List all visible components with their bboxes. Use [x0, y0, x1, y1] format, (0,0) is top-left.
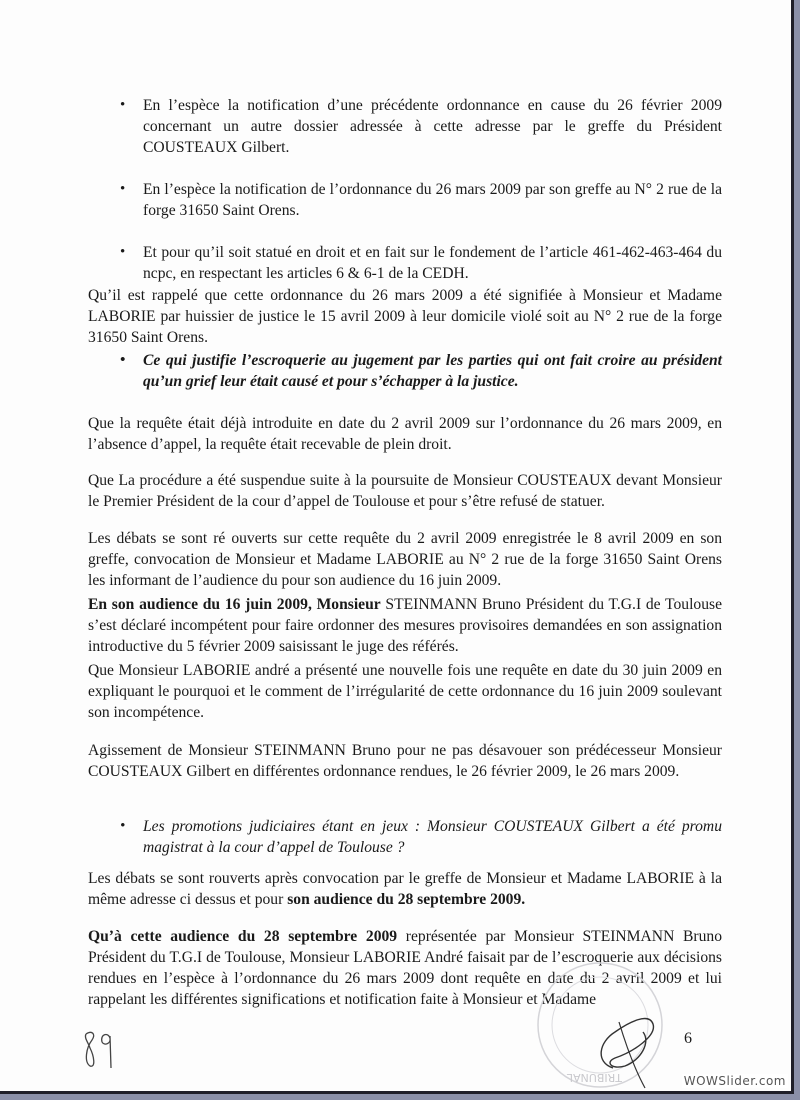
- svg-text:TRIBUNAL: TRIBUNAL: [566, 1071, 622, 1084]
- bullet-notification-mars: • En l’espèce la notification de l’ordonnance du 26 mars 2009 par son greffe au N° 2 rue de la forge 31650 Saint Orens.: [143, 179, 722, 221]
- paragraph-signification: Qu’il est rappelé que cette ordonnance du 26 mars 2009 a été signifiée à Monsieur et Madame LABORIE par huissier de justice le 15 avril 2009 à leur domicile violé soit au N° 2 rue de la forge 31650 Saint Orens.: [88, 287, 722, 346]
- bullet-notification-fevrier: • En l’espèce la notification d’une précédente ordonnance en cause du 26 février 2009 concernant un autre dossier adressée à cette adresse par le greffe du Président COUSTEAUX Gilbert.: [143, 95, 722, 158]
- bullet-escroquerie: • Ce qui justifie l’escroquerie au jugement par les parties qui ont fait croire au président qu’un grief leur était causé et pour s’échapper à la justice.: [143, 350, 722, 392]
- signature-icon: [585, 1002, 675, 1092]
- paragraph-audience-16-juin: [88, 594, 722, 657]
- rouverts-text: Les débats se sont rouverts après convocation par le greffe de Monsieur et Madame LABORIE à la même adresse ci dessus et pour: [88, 870, 722, 908]
- paragraph-rouverts: [88, 868, 722, 910]
- audience-16-bold: En son audience du 16 juin 2009, Monsieur: [88, 596, 381, 613]
- paragraph-agissement: Agissement de Monsieur STEINMANN Bruno pour ne pas désavouer son prédécesseur Monsieur COUSTEAUX Gilbert en différentes ordonnance rendues, le 26 février 2009, le 26 mars 2009.: [88, 742, 722, 780]
- handwritten-number-icon: [80, 1028, 130, 1074]
- watermark-link[interactable]: WOWSlider.com: [683, 1074, 786, 1088]
- rouverts-bold: son audience du 28 septembre 2009.: [287, 891, 526, 908]
- paragraph-procedure: Que La procédure a été suspendue suite à la poursuite de Monsieur COUSTEAUX devant Monsieur le Premier Président de la cour d’appel de Toulouse et pour s’être refusé de statuer.: [88, 472, 722, 510]
- audience-28-text: représentée par Monsieur STEINMANN Bruno Président du T.G.I de Toulouse, Monsieur LABORIE André faisait par de l’escroquerie aux décisions rendues en l’espèce à l’ordonnance du 26 mars 2009 dont requête en date du 2 avril 2009 et lui rappelant les différentes significations et notification faite à Monsieur et Madame: [88, 928, 722, 1008]
- paragraph-debats: Les débats se sont ré ouverts sur cette requête du 2 avril 2009 enregistrée le 8 avril 2009 en son greffe, convocation de Monsieur et Madame LABORIE au N° 2 rue de la forge 31650 Saint Orens les informant de l’audience du pour son audience du 16 juin 2009.: [88, 530, 722, 589]
- audience-16-text: STEINMANN Bruno Président du T.G.I de Toulouse s’est déclaré incompétent pour faire ordonner des mesures provisoires demandées en son assignation introductive du 5 février 2009 saisissant le juge des référés.: [88, 596, 723, 655]
- paragraph-laborie-requete: Que Monsieur LABORIE andré a présenté une nouvelle fois une requête en date du 30 juin 2009 en expliquant le pourquoi et le comment de l’irrégularité de cette ordonnance du 16 juin 2009 soulevant son incompétence.: [88, 662, 722, 721]
- paragraph-requete: Que la requête était déjà introduite en date du 2 avril 2009 sur l’ordonnance du 26 mars 2009, en l’absence d’appel, la requête était recevable de plein droit.: [88, 415, 722, 453]
- page-number: 6: [684, 1030, 692, 1047]
- audience-28-bold: Qu’à cette audience du 28 septembre 2009: [88, 928, 398, 945]
- bullet-promotions: • Les promotions judiciaires étant en jeux : Monsieur COUSTEAUX Gilbert a été promu magistrat à la cour d’appel de Toulouse ?: [143, 816, 722, 858]
- bullet-article-ncpc: • Et pour qu’il soit statué en droit et en fait sur le fondement de l’article 461-462-463-464 du ncpc, en respectant les articles 6 & 6-1 de la CEDH.: [143, 242, 722, 284]
